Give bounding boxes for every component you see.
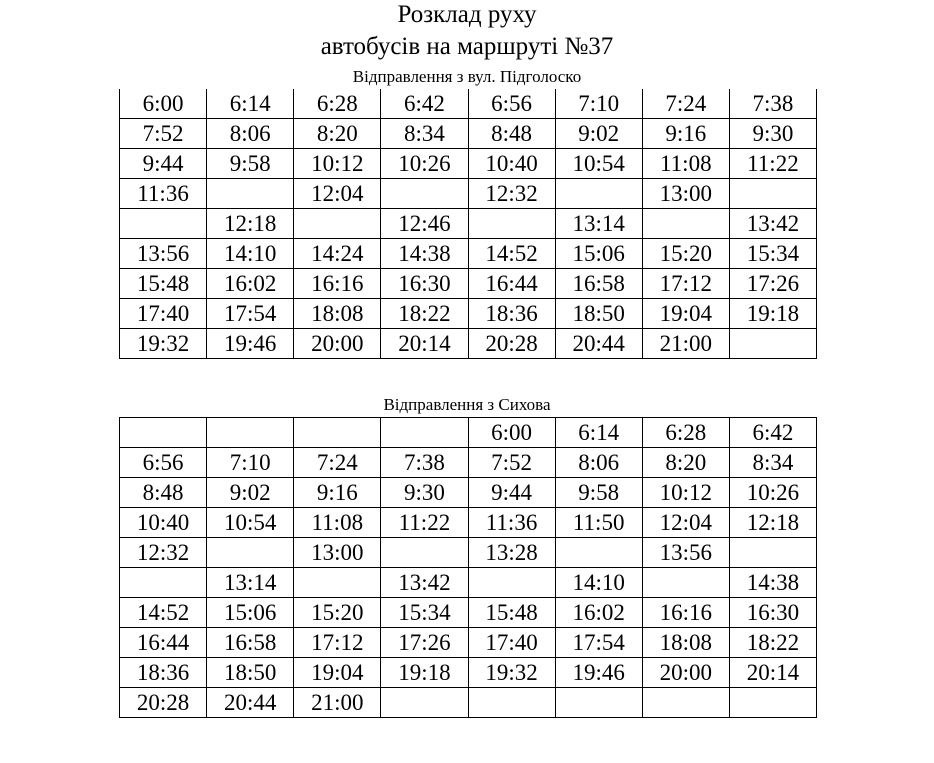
departure-time-cell: 16:30 bbox=[381, 269, 468, 299]
departure-time-cell: 19:32 bbox=[468, 658, 555, 688]
departure-time-cell: 20:44 bbox=[555, 329, 642, 359]
departure-time-cell: 8:20 bbox=[294, 119, 381, 149]
departure-time-cell: 6:28 bbox=[294, 89, 381, 119]
departure-time-cell bbox=[207, 418, 294, 448]
departure-time-cell bbox=[207, 538, 294, 568]
section-caption-sykhiv: Відправлення з Сихова bbox=[383, 395, 551, 414]
departure-time-cell: 11:36 bbox=[468, 508, 555, 538]
departure-time-cell: 7:52 bbox=[120, 119, 207, 149]
departure-time-cell: 6:00 bbox=[468, 418, 555, 448]
departure-time-cell: 9:16 bbox=[642, 119, 729, 149]
departure-time-cell: 14:52 bbox=[468, 239, 555, 269]
departure-time-cell: 6:42 bbox=[381, 89, 468, 119]
departure-time-cell: 10:54 bbox=[555, 149, 642, 179]
departure-time-cell: 11:08 bbox=[642, 149, 729, 179]
departure-time-cell: 9:16 bbox=[294, 478, 381, 508]
table-row bbox=[120, 299, 817, 329]
departure-time-cell: 16:02 bbox=[555, 598, 642, 628]
departure-time-cell: 16:44 bbox=[120, 628, 207, 658]
table-row bbox=[120, 269, 817, 299]
departure-time-cell: 17:40 bbox=[120, 299, 207, 329]
departure-time-cell: 19:18 bbox=[381, 658, 468, 688]
departure-time-cell: 9:02 bbox=[555, 119, 642, 149]
table-row bbox=[120, 418, 817, 448]
departure-time-cell: 9:44 bbox=[468, 478, 555, 508]
departure-time-cell: 16:02 bbox=[207, 269, 294, 299]
departure-time-cell: 18:50 bbox=[207, 658, 294, 688]
departure-time-cell bbox=[468, 568, 555, 598]
departure-time-cell bbox=[555, 688, 642, 718]
departure-time-cell bbox=[642, 568, 729, 598]
departure-time-cell: 15:48 bbox=[468, 598, 555, 628]
table-row bbox=[120, 329, 817, 359]
departure-time-cell bbox=[729, 329, 816, 359]
departure-time-cell: 11:36 bbox=[120, 179, 207, 209]
departure-time-cell: 13:28 bbox=[468, 538, 555, 568]
departure-time-cell: 19:46 bbox=[207, 329, 294, 359]
departure-time-cell bbox=[381, 179, 468, 209]
departure-time-cell: 7:38 bbox=[381, 448, 468, 478]
departure-time-cell bbox=[294, 209, 381, 239]
departure-time-cell: 6:56 bbox=[468, 89, 555, 119]
departure-time-cell: 14:10 bbox=[207, 239, 294, 269]
departure-time-cell bbox=[729, 179, 816, 209]
departure-time-cell: 8:20 bbox=[642, 448, 729, 478]
departure-time-cell: 18:36 bbox=[120, 658, 207, 688]
departure-time-cell: 17:54 bbox=[207, 299, 294, 329]
departure-time-cell bbox=[729, 538, 816, 568]
departure-time-cell: 17:26 bbox=[381, 628, 468, 658]
departure-time-cell: 7:10 bbox=[207, 448, 294, 478]
departure-time-cell bbox=[729, 688, 816, 718]
departure-time-cell bbox=[381, 538, 468, 568]
departure-time-cell: 17:54 bbox=[555, 628, 642, 658]
departure-time-cell: 20:44 bbox=[207, 688, 294, 718]
departure-time-cell: 11:22 bbox=[729, 149, 816, 179]
departure-time-cell: 18:36 bbox=[468, 299, 555, 329]
departure-time-cell: 20:00 bbox=[642, 658, 729, 688]
departure-time-cell: 7:24 bbox=[294, 448, 381, 478]
departure-time-cell: 16:44 bbox=[468, 269, 555, 299]
departure-time-cell: 15:20 bbox=[642, 239, 729, 269]
departure-time-cell: 10:40 bbox=[120, 508, 207, 538]
departure-time-cell: 18:22 bbox=[381, 299, 468, 329]
timetable-sykhiv bbox=[119, 417, 817, 718]
departure-time-cell: 19:18 bbox=[729, 299, 816, 329]
departure-time-cell: 9:58 bbox=[207, 149, 294, 179]
departure-time-cell bbox=[294, 418, 381, 448]
departure-time-cell: 19:32 bbox=[120, 329, 207, 359]
departure-time-cell: 11:08 bbox=[294, 508, 381, 538]
departure-time-cell: 10:12 bbox=[294, 149, 381, 179]
departure-time-cell bbox=[207, 179, 294, 209]
table-row bbox=[120, 628, 817, 658]
departure-time-cell: 7:38 bbox=[729, 89, 816, 119]
departure-time-cell: 15:06 bbox=[555, 239, 642, 269]
departure-time-cell bbox=[642, 688, 729, 718]
departure-time-cell: 10:12 bbox=[642, 478, 729, 508]
departure-time-cell: 11:22 bbox=[381, 508, 468, 538]
departure-time-cell: 12:32 bbox=[120, 538, 207, 568]
table-row bbox=[120, 478, 817, 508]
departure-time-cell: 12:04 bbox=[642, 508, 729, 538]
departure-time-cell: 17:12 bbox=[642, 269, 729, 299]
departure-time-cell bbox=[294, 568, 381, 598]
departure-time-cell: 6:56 bbox=[120, 448, 207, 478]
departure-time-cell: 15:48 bbox=[120, 269, 207, 299]
departure-time-cell: 20:28 bbox=[120, 688, 207, 718]
timetable-pidholosko bbox=[119, 89, 817, 359]
departure-time-cell: 15:06 bbox=[207, 598, 294, 628]
departure-time-cell: 18:22 bbox=[729, 628, 816, 658]
table-row bbox=[120, 149, 817, 179]
departure-time-cell: 17:40 bbox=[468, 628, 555, 658]
table-row bbox=[120, 508, 817, 538]
departure-time-cell: 8:06 bbox=[207, 119, 294, 149]
departure-time-cell: 9:02 bbox=[207, 478, 294, 508]
departure-time-cell bbox=[381, 418, 468, 448]
departure-time-cell: 6:42 bbox=[729, 418, 816, 448]
table-row bbox=[120, 179, 817, 209]
departure-time-cell: 13:14 bbox=[207, 568, 294, 598]
departure-time-cell: 19:04 bbox=[642, 299, 729, 329]
table-row bbox=[120, 538, 817, 568]
departure-time-cell: 13:56 bbox=[120, 239, 207, 269]
departure-time-cell bbox=[642, 209, 729, 239]
departure-time-cell: 7:24 bbox=[642, 89, 729, 119]
table-row bbox=[120, 688, 817, 718]
departure-time-cell: 6:14 bbox=[207, 89, 294, 119]
departure-time-cell bbox=[381, 688, 468, 718]
table-row bbox=[120, 209, 817, 239]
departure-time-cell: 7:52 bbox=[468, 448, 555, 478]
departure-time-cell: 8:06 bbox=[555, 448, 642, 478]
departure-time-cell: 8:48 bbox=[468, 119, 555, 149]
departure-time-cell: 12:46 bbox=[381, 209, 468, 239]
departure-time-cell: 18:08 bbox=[294, 299, 381, 329]
departure-time-cell: 13:42 bbox=[729, 209, 816, 239]
departure-time-cell: 9:30 bbox=[729, 119, 816, 149]
departure-time-cell: 19:46 bbox=[555, 658, 642, 688]
table-row bbox=[120, 119, 817, 149]
departure-time-cell: 8:48 bbox=[120, 478, 207, 508]
departure-time-cell bbox=[555, 179, 642, 209]
departure-time-cell: 20:14 bbox=[729, 658, 816, 688]
departure-time-cell: 13:56 bbox=[642, 538, 729, 568]
table-row bbox=[120, 658, 817, 688]
page-title: Розклад руху bbox=[397, 1, 537, 28]
departure-time-cell: 12:18 bbox=[729, 508, 816, 538]
departure-time-cell: 8:34 bbox=[381, 119, 468, 149]
departure-time-cell: 12:18 bbox=[207, 209, 294, 239]
departure-time-cell: 20:00 bbox=[294, 329, 381, 359]
departure-time-cell bbox=[468, 688, 555, 718]
departure-time-cell: 20:14 bbox=[381, 329, 468, 359]
table-row bbox=[120, 89, 817, 119]
departure-time-cell: 21:00 bbox=[294, 688, 381, 718]
departure-time-cell: 13:00 bbox=[294, 538, 381, 568]
departure-time-cell: 7:10 bbox=[555, 89, 642, 119]
departure-time-cell bbox=[120, 418, 207, 448]
page-subtitle: автобусів на маршруті №37 bbox=[320, 33, 614, 60]
departure-time-cell: 10:26 bbox=[381, 149, 468, 179]
departure-time-cell: 16:58 bbox=[555, 269, 642, 299]
departure-time-cell: 13:00 bbox=[642, 179, 729, 209]
departure-time-cell: 13:42 bbox=[381, 568, 468, 598]
departure-time-cell: 10:26 bbox=[729, 478, 816, 508]
table-row bbox=[120, 239, 817, 269]
departure-time-cell: 18:08 bbox=[642, 628, 729, 658]
section-caption-pidholosko: Відправлення з вул. Підголоско bbox=[352, 67, 582, 86]
departure-time-cell: 16:16 bbox=[642, 598, 729, 628]
departure-time-cell: 21:00 bbox=[642, 329, 729, 359]
departure-time-cell: 12:32 bbox=[468, 179, 555, 209]
departure-time-cell: 18:50 bbox=[555, 299, 642, 329]
departure-time-cell: 9:30 bbox=[381, 478, 468, 508]
departure-time-cell: 15:20 bbox=[294, 598, 381, 628]
departure-time-cell: 15:34 bbox=[381, 598, 468, 628]
departure-time-cell bbox=[120, 568, 207, 598]
departure-time-cell: 20:28 bbox=[468, 329, 555, 359]
departure-time-cell: 14:24 bbox=[294, 239, 381, 269]
departure-time-cell: 11:50 bbox=[555, 508, 642, 538]
departure-time-cell: 14:38 bbox=[381, 239, 468, 269]
departure-time-cell: 17:12 bbox=[294, 628, 381, 658]
departure-time-cell: 19:04 bbox=[294, 658, 381, 688]
departure-time-cell: 16:30 bbox=[729, 598, 816, 628]
departure-time-cell: 16:58 bbox=[207, 628, 294, 658]
departure-time-cell: 6:00 bbox=[120, 89, 207, 119]
departure-time-cell: 14:38 bbox=[729, 568, 816, 598]
departure-time-cell: 9:58 bbox=[555, 478, 642, 508]
departure-time-cell bbox=[468, 209, 555, 239]
departure-time-cell: 17:26 bbox=[729, 269, 816, 299]
departure-time-cell: 14:10 bbox=[555, 568, 642, 598]
departure-time-cell bbox=[120, 209, 207, 239]
table-row bbox=[120, 448, 817, 478]
departure-time-cell: 10:54 bbox=[207, 508, 294, 538]
departure-time-cell: 9:44 bbox=[120, 149, 207, 179]
table-row bbox=[120, 598, 817, 628]
departure-time-cell: 16:16 bbox=[294, 269, 381, 299]
departure-time-cell: 6:28 bbox=[642, 418, 729, 448]
departure-time-cell: 13:14 bbox=[555, 209, 642, 239]
departure-time-cell: 14:52 bbox=[120, 598, 207, 628]
table-row bbox=[120, 568, 817, 598]
departure-time-cell: 10:40 bbox=[468, 149, 555, 179]
departure-time-cell: 15:34 bbox=[729, 239, 816, 269]
departure-time-cell: 8:34 bbox=[729, 448, 816, 478]
departure-time-cell: 6:14 bbox=[555, 418, 642, 448]
departure-time-cell: 12:04 bbox=[294, 179, 381, 209]
departure-time-cell bbox=[555, 538, 642, 568]
